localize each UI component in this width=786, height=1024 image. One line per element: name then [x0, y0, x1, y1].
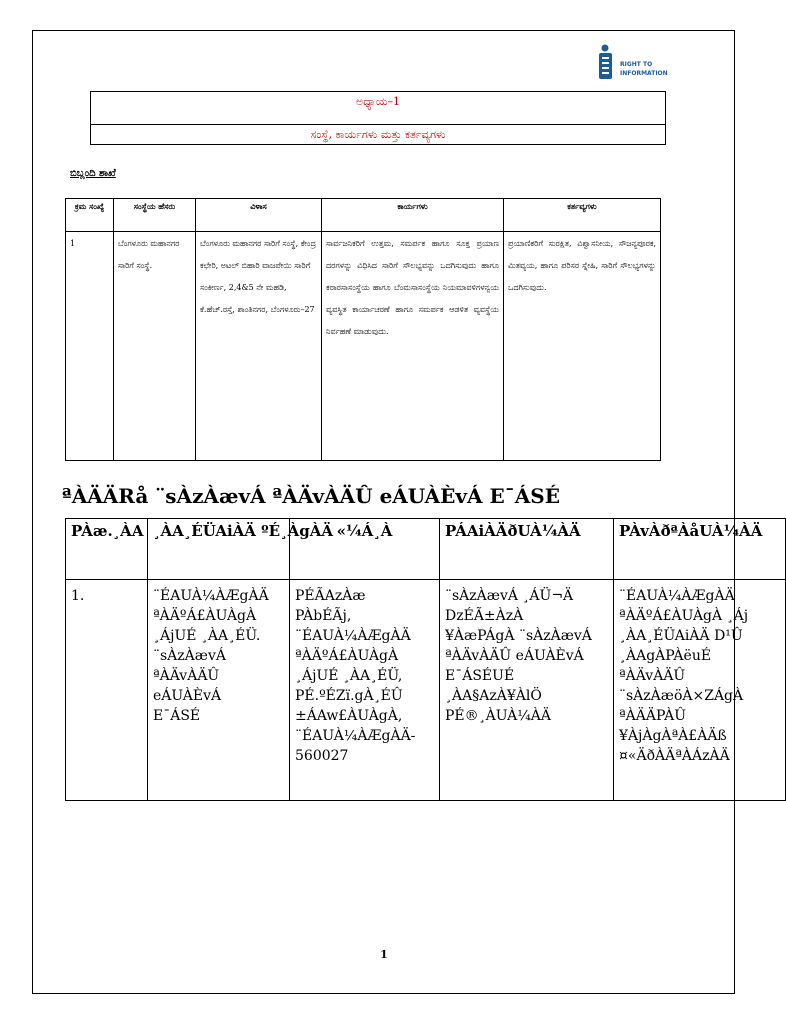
cell-line: ¸ÁjUÉ ¸ÀA¸ÉÜ. [153, 628, 261, 644]
cell-org-name: ಬೆಂಗಳೂರು ಮಹಾನಗರ ಸಾರಿಗೆ ಸಂಸ್ಥೆ. [114, 232, 196, 461]
cell-line: ¸ÀAgÀPÀëuÉ [619, 648, 712, 664]
header-org-name: ಸಂಸ್ಥೆಯ ಹೆಸರು [114, 199, 196, 232]
cell-line: ¨ÉAUÀ¼ÀÆgÀÄ [153, 588, 269, 604]
cell-line: ±ÁAw£ÀUÀgÀ, [295, 708, 403, 724]
header-functions: ಕಾರ್ಯಗಳು [322, 199, 504, 232]
table-header-row [66, 199, 661, 232]
section-subheading: ಬಿಬ್ಲಂದಿ ಶಾಖೆ [70, 168, 116, 179]
table-row [66, 580, 786, 801]
logo-line2: INFORMATION [620, 70, 668, 77]
cell-line: ¨sÀzÀæöÀ×ZÁgÀ [619, 688, 744, 704]
header-duties: ಕರ್ತವ್ಯಗಳು [504, 199, 661, 232]
kannada-info-table [65, 198, 661, 461]
cell-serial [66, 580, 148, 801]
cell-line: eÁUÀÈvÁ [153, 688, 222, 704]
chapter-title: ಸಂಸ್ಥೆ, ಕಾರ್ಯಗಳು ಮತ್ತು ಕರ್ತವ್ಯಗಳು [91, 124, 665, 142]
legacy-font-info-table [65, 518, 786, 801]
cell-line: ªÀÄvÀÄÛ [619, 668, 686, 684]
logo-text [620, 60, 668, 78]
logo-line1: RIGHT TO [620, 61, 653, 68]
cell-duties: ಪ್ರಯಾಣಿಕರಿಗೆ ಸುರಕ್ಷಿತ, ವಿಶ್ವಾಸನೀಯ, ಸೌಜನ್ಯಪೂರಕ, ಮಿತವ್ಯಯ, ಹಾಗೂ ಪರಿಸರ ಸ್ನೇಹಿ, ಸಾರಿಗೆ ಸೌಲಭ್ಯಗಳನ್ನು ಒದಗಿಸುವುದು. [504, 232, 661, 461]
header-serial: PÀæ.¸ÀA [66, 519, 148, 580]
cell-line: E¯ÁSÉ [153, 708, 201, 724]
cell-line: DzÉÃ±ÀzÀ [445, 608, 524, 624]
cell-functions [440, 580, 614, 801]
header-serial: ಕ್ರಮ ಸಂಖ್ಯೆ [66, 199, 114, 232]
header-address: ವಿಳಾಸ [196, 199, 322, 232]
cell-line: ªÀÄÄPÀÛ [619, 708, 687, 724]
cell-line: ¨sÀzÀævÁ [153, 648, 226, 664]
page-border [32, 30, 735, 994]
cell-line: ¸ÁjUÉ ¸ÀA¸ÉÜ, [295, 668, 403, 684]
cell-line: ¸ÀA¸ÉÜAiÀÄ D¹Û [619, 628, 743, 644]
cell-functions: ಸಾರ್ವಜನಿಕರಿಗೆ ಉತ್ತಮ, ಸಮರ್ಪಕ ಹಾಗೂ ಸೂಕ್ತ ಪ್ರಯಾಣ ದರಗಳನ್ನು ವಿಧಿಸಿದ ಸಾರಿಗೆ ಸೌಲಭ್ಯವನ್ನು ಒದಗಿಸುವುದು ಹಾಗೂ ಕರಾರಸಾಸಂಸ್ಥೆಯ ಹಾಗೂ ಬೆಂಮಸಾಸಂಸ್ಥೆಯ ನಿಯಮಾವಳಿಗಳನ್ವಯ ವ್ಯವಸ್ಥಿತ ಕಾರ್ಯಾಚರಣೆ ಹಾಗೂ ಸಮರ್ಪಕ ಆಡಳಿತ ವ್ಯವಸ್ಥೆಯ ನಿರ್ವಹಣೆ ಮಾಡುವುದು. [322, 232, 504, 461]
header-duties: PÀvÀðªÀåUÀ¼ÀÄ [614, 519, 786, 580]
cell-line: ªÀÄºÁ£ÀUÀgÀ [295, 648, 399, 664]
cell-duties [614, 580, 786, 801]
cell-line: PÉ®¸ÀUÀ¼ÀÄ [445, 708, 552, 724]
section-title: ªÀÄÄRå ¨sÀzÀævÁ ªÀÄvÀÄÛ eÁUÀÈvÁ E¯ÁSÉ [62, 484, 560, 508]
cell-line: PÉÃAzÀæ [295, 588, 366, 604]
cell-line: PÀbÉÃj, [295, 608, 352, 624]
cell-line: ¸ÀA§AzÀ¥ÀlÖ [445, 688, 542, 704]
cell-line: 560027 [295, 748, 349, 764]
cell-line: ¨ÉAUÀ¼ÀÆgÀÄ- [295, 728, 416, 744]
cell-line: ªÀÄºÁ£ÀUÀgÀ ¸Áj [619, 608, 749, 624]
cell-line: E¯ÁSÉUÉ [445, 668, 515, 684]
cell-line: 1. [71, 588, 85, 604]
cell-line: ¨sÀzÀævÁ ¸ÁÜ¬Ä [445, 588, 574, 604]
header-address: «¼Á¸À [290, 519, 440, 580]
cell-line: ¥ÀjÀgÀªÀ£ÀÄß [619, 728, 727, 744]
cell-org-name [148, 580, 290, 801]
page-number: 1 [380, 948, 388, 961]
cell-address [290, 580, 440, 801]
cell-line: ¨ÉAUÀ¼ÀÆgÀÄ [295, 628, 411, 644]
cell-serial: 1 [66, 232, 114, 461]
header-org-name: ¸ÀA¸ÉÜAiÀÄ ºÉ¸ÀgÀÄ [148, 519, 290, 580]
chapter-heading-box [90, 91, 666, 145]
cell-line: ªÀÄvÀÄÛ [153, 668, 220, 684]
cell-address: ಬೆಂಗಳೂರು ಮಹಾನಗರ ಸಾರಿಗೆ ಸಂಸ್ಥೆ, ಕೇಂದ್ರ ಕಛೇರಿ, ಅಟಲ್ ಬಿಹಾರಿ ವಾಜಪೇಯಿ ಸಾರಿಗೆ ಸಂಕೀರ್ಣ, 2,4&5 ನೇ ಮಹಡಿ, ಕೆ.ಹೆಚ್.ರಸ್ತೆ, ಶಾಂತಿನಗರ, ಬೆಂಗಳೂರು–27 [196, 232, 322, 461]
cell-line: ¨ÉAUÀ¼ÀÆgÀÄ [619, 588, 735, 604]
cell-line: ªÀÄºÁ£ÀUÀgÀ [153, 608, 257, 624]
chapter-number: ಅಧ್ಯಾಯ–1 [355, 95, 401, 108]
cell-line: ¥ÀæPÁgÀ ¨sÀzÀævÁ [445, 628, 592, 644]
header-functions: PÁAiÀÄðUÀ¼ÀÄ [440, 519, 614, 580]
cell-line: ¤«ÄðÀÄªÀÁzÀÄ [619, 748, 730, 764]
table-header-row [66, 519, 786, 580]
cell-line: PÉ.ºÉZï.gÀ¸ÉÛ [295, 688, 403, 704]
table-row [66, 232, 661, 461]
cell-line: ªÀÄvÀÄÛ eÁUÀÈvÁ [445, 648, 584, 664]
